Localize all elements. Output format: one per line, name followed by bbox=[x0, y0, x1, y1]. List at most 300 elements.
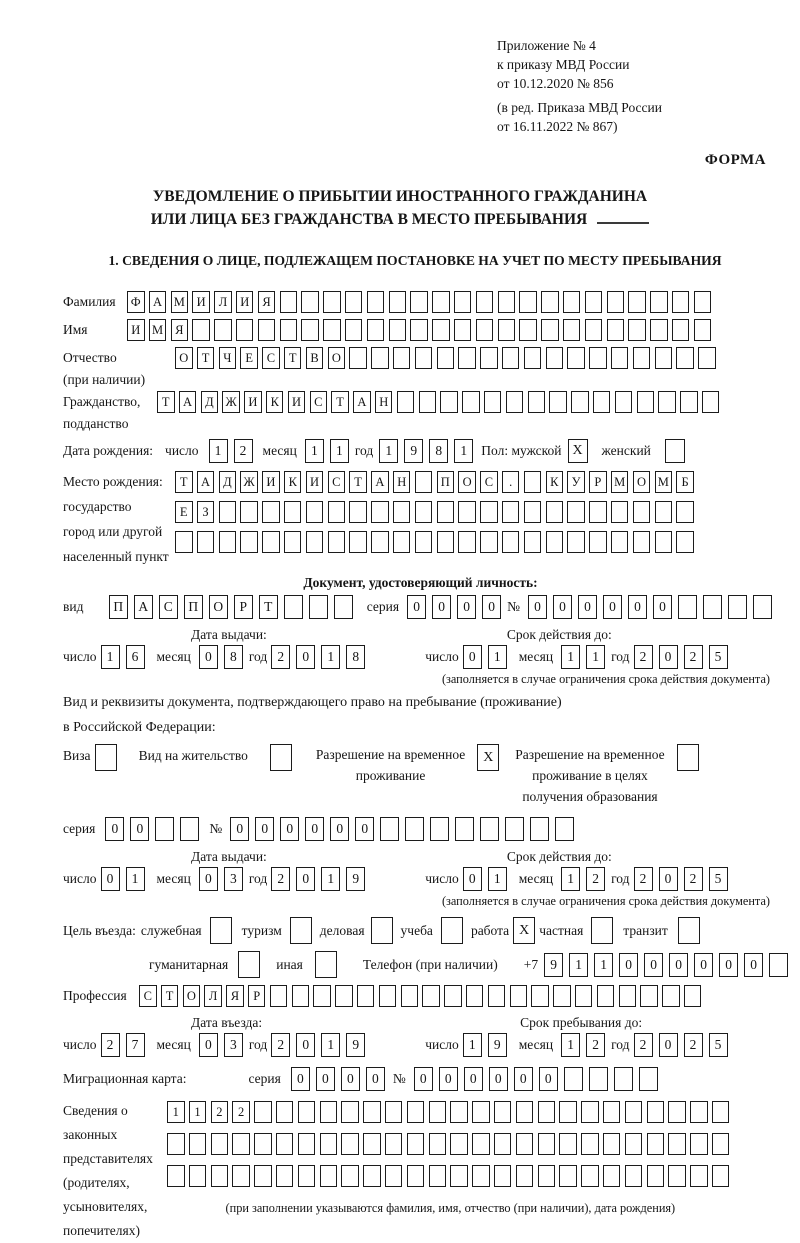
char-cell: К bbox=[546, 471, 564, 493]
page bbox=[0, 36, 800, 1243]
char-cell bbox=[476, 291, 494, 313]
citizenship-row bbox=[63, 391, 778, 435]
char-cell bbox=[232, 1133, 250, 1155]
char-cell bbox=[458, 531, 476, 553]
char-cell bbox=[385, 1101, 403, 1123]
residence-doc-intro-2: в Российской Федерации: bbox=[63, 720, 216, 735]
doc-series-cells bbox=[407, 595, 507, 619]
purpose-official-label: служебная bbox=[140, 922, 202, 938]
surname-cells bbox=[127, 291, 716, 313]
char-cell bbox=[462, 391, 480, 413]
char-cell bbox=[581, 1101, 599, 1123]
char-cell: И bbox=[288, 391, 306, 413]
char-cell: 1 bbox=[379, 439, 398, 463]
char-cell bbox=[444, 985, 462, 1007]
representatives-row2 bbox=[167, 1133, 734, 1155]
char-cell: А bbox=[371, 471, 389, 493]
char-cell bbox=[516, 1165, 534, 1187]
char-cell bbox=[422, 985, 440, 1007]
char-cell bbox=[553, 985, 571, 1007]
char-cell: Е bbox=[240, 347, 258, 369]
residence-permit-checkbox bbox=[270, 744, 292, 771]
char-cell bbox=[240, 531, 258, 553]
char-cell: У bbox=[567, 471, 585, 493]
char-cell: 0 bbox=[296, 645, 315, 669]
doc-number-cells bbox=[528, 595, 778, 619]
char-cell: 2 bbox=[684, 867, 703, 891]
legal-line: к приказу МВД России bbox=[497, 57, 630, 72]
char-cell bbox=[258, 319, 276, 341]
purpose-humanitarian-label: гуманитарная bbox=[149, 956, 229, 972]
char-cell bbox=[546, 531, 564, 553]
char-cell: 1 bbox=[209, 439, 228, 463]
char-cell bbox=[429, 1133, 447, 1155]
char-cell bbox=[597, 985, 615, 1007]
char-cell: 0 bbox=[439, 1067, 458, 1091]
phone-label: Телефон (при наличии) bbox=[362, 956, 498, 972]
char-cell bbox=[538, 1165, 556, 1187]
year-label: год bbox=[611, 871, 630, 886]
birth-day-cells bbox=[209, 439, 259, 463]
char-cell: 0 bbox=[644, 953, 663, 977]
char-cell bbox=[611, 501, 629, 523]
char-cell bbox=[306, 531, 324, 553]
char-cell bbox=[603, 1101, 621, 1123]
form-label: ФОРМА bbox=[704, 152, 766, 168]
char-cell: 2 bbox=[586, 1033, 605, 1057]
char-cell bbox=[655, 347, 673, 369]
char-cell: 2 bbox=[684, 645, 703, 669]
char-cell: 3 bbox=[224, 1033, 243, 1057]
char-cell bbox=[524, 347, 542, 369]
char-cell: Р bbox=[248, 985, 266, 1007]
day-label: число bbox=[63, 1037, 97, 1052]
char-cell bbox=[415, 531, 433, 553]
char-cell bbox=[484, 391, 502, 413]
purpose-business-label: деловая bbox=[319, 922, 365, 938]
temp-residence-edu-checkbox bbox=[677, 744, 699, 771]
year-label: год bbox=[248, 1037, 268, 1052]
char-cell: 2 bbox=[271, 1033, 290, 1057]
char-cell bbox=[555, 817, 574, 841]
char-cell: 0 bbox=[463, 645, 482, 669]
char-cell: 8 bbox=[429, 439, 448, 463]
name-row bbox=[63, 319, 778, 341]
gender-female-label: женский bbox=[601, 443, 651, 458]
char-cell bbox=[672, 291, 690, 313]
char-cell bbox=[476, 319, 494, 341]
char-cell bbox=[480, 347, 498, 369]
residence-valid-day-cells bbox=[463, 867, 513, 891]
char-cell: 0 bbox=[296, 867, 315, 891]
char-cell: С bbox=[480, 471, 498, 493]
representatives-row3 bbox=[167, 1165, 734, 1187]
year-label: год bbox=[248, 649, 268, 664]
char-cell bbox=[284, 501, 302, 523]
char-cell bbox=[367, 291, 385, 313]
char-cell bbox=[480, 817, 499, 841]
identity-doc-kind-row bbox=[63, 595, 778, 619]
year-label: год bbox=[611, 649, 630, 664]
char-cell bbox=[647, 1133, 665, 1155]
representatives-cells-column bbox=[167, 1099, 734, 1216]
profession-cells bbox=[139, 985, 706, 1007]
char-cell bbox=[633, 347, 651, 369]
char-cell: И bbox=[192, 291, 210, 313]
char-cell bbox=[363, 1133, 381, 1155]
char-cell bbox=[611, 347, 629, 369]
char-cell: С bbox=[139, 985, 157, 1007]
char-cell bbox=[236, 319, 254, 341]
surname-row bbox=[63, 291, 778, 313]
section1-heading: 1. СВЕДЕНИЯ О ЛИЦЕ, ПОДЛЕЖАЩЕМ ПОСТАНОВКЕ НА УЧЕТ ПО МЕСТУ ПРЕБЫВАНИЯ bbox=[108, 253, 722, 268]
char-cell: 6 bbox=[126, 645, 145, 669]
char-cell bbox=[698, 347, 716, 369]
identity-doc-date-headers bbox=[63, 627, 778, 643]
char-cell bbox=[363, 1101, 381, 1123]
char-cell bbox=[371, 347, 389, 369]
char-cell: 1 bbox=[189, 1101, 207, 1123]
char-cell: 0 bbox=[659, 867, 678, 891]
doc-kind-cells bbox=[109, 595, 359, 619]
day-label: число bbox=[63, 649, 97, 664]
char-cell: И bbox=[306, 471, 324, 493]
char-cell: 9 bbox=[544, 953, 563, 977]
char-cell bbox=[167, 1133, 185, 1155]
purpose-phone-row bbox=[63, 951, 778, 978]
char-cell: 0 bbox=[659, 1033, 678, 1057]
entry-date-headers bbox=[63, 1015, 778, 1031]
gender-male-checkbox: X bbox=[568, 439, 588, 463]
char-cell bbox=[466, 985, 484, 1007]
char-cell: . bbox=[502, 471, 520, 493]
char-cell: М bbox=[655, 471, 673, 493]
char-cell: 1 bbox=[167, 1101, 185, 1123]
char-cell: 0 bbox=[528, 595, 547, 619]
char-cell bbox=[524, 531, 542, 553]
char-cell bbox=[458, 347, 476, 369]
char-cell bbox=[690, 1101, 708, 1123]
issue-year-cells bbox=[271, 645, 371, 669]
char-cell bbox=[405, 817, 424, 841]
char-cell bbox=[678, 595, 697, 619]
char-cell bbox=[334, 595, 353, 619]
char-cell bbox=[393, 501, 411, 523]
char-cell: О bbox=[458, 471, 476, 493]
char-cell: 8 bbox=[224, 645, 243, 669]
char-cell: 2 bbox=[271, 867, 290, 891]
char-cell bbox=[769, 953, 788, 977]
month-label: месяц bbox=[156, 871, 191, 886]
valid-until-header: Срок действия до: bbox=[506, 627, 612, 642]
char-cell: 2 bbox=[101, 1033, 120, 1057]
char-cell bbox=[506, 391, 524, 413]
residence-permit-label: Вид на жительство bbox=[138, 748, 248, 763]
validity-note: (заполняется в случае ограничения срока действия документа) bbox=[441, 894, 770, 908]
char-cell bbox=[498, 319, 516, 341]
char-cell: А bbox=[353, 391, 371, 413]
char-cell: 5 bbox=[709, 1033, 728, 1057]
document-title bbox=[0, 185, 800, 231]
char-cell bbox=[668, 1165, 686, 1187]
month-label: месяц bbox=[156, 1037, 191, 1052]
char-cell: 1 bbox=[321, 1033, 340, 1057]
char-cell: Т bbox=[284, 347, 302, 369]
char-cell bbox=[702, 391, 720, 413]
char-cell bbox=[429, 1101, 447, 1123]
char-cell bbox=[393, 347, 411, 369]
char-cell: 0 bbox=[719, 953, 738, 977]
birth-place-block bbox=[63, 469, 778, 569]
char-cell: Т bbox=[175, 471, 193, 493]
char-cell bbox=[214, 319, 232, 341]
char-cell bbox=[458, 501, 476, 523]
char-cell bbox=[615, 391, 633, 413]
citizenship-cells bbox=[157, 391, 724, 413]
char-cell bbox=[502, 347, 520, 369]
visit-purpose-row bbox=[63, 917, 778, 944]
char-cell bbox=[633, 531, 651, 553]
char-cell bbox=[694, 319, 712, 341]
char-cell bbox=[298, 1101, 316, 1123]
char-cell: 0 bbox=[744, 953, 763, 977]
char-cell bbox=[516, 1133, 534, 1155]
issue-date-header: Дата выдачи: bbox=[191, 627, 267, 642]
char-cell bbox=[505, 817, 524, 841]
char-cell bbox=[662, 985, 680, 1007]
char-cell bbox=[494, 1165, 512, 1187]
char-cell: 0 bbox=[514, 1067, 533, 1091]
char-cell: Т bbox=[259, 595, 278, 619]
char-cell bbox=[694, 291, 712, 313]
char-cell bbox=[712, 1101, 730, 1123]
representatives-footnote: (при заполнении указываются фамилия, имя, отчество (при наличии), дата рождения) bbox=[225, 1201, 676, 1215]
char-cell: 2 bbox=[634, 645, 653, 669]
char-cell: 0 bbox=[199, 867, 218, 891]
stay-month-cells bbox=[561, 1033, 611, 1057]
patronymic-row bbox=[63, 347, 778, 391]
char-cell bbox=[363, 1165, 381, 1187]
year-label: год bbox=[611, 1037, 630, 1052]
char-cell bbox=[211, 1133, 229, 1155]
purpose-work-label: работа bbox=[470, 922, 510, 938]
visa-checkbox bbox=[95, 744, 117, 771]
char-cell bbox=[672, 319, 690, 341]
char-cell: М bbox=[171, 291, 189, 313]
char-cell bbox=[480, 531, 498, 553]
char-cell bbox=[280, 319, 298, 341]
char-cell bbox=[415, 501, 433, 523]
residence-issue-day-cells bbox=[101, 867, 151, 891]
char-cell bbox=[585, 319, 603, 341]
char-cell: П bbox=[184, 595, 203, 619]
char-cell bbox=[240, 501, 258, 523]
char-cell bbox=[349, 501, 367, 523]
valid-month-cells bbox=[561, 645, 611, 669]
char-cell bbox=[301, 291, 319, 313]
valid-until-header: Срок действия до: bbox=[506, 849, 612, 864]
char-cell bbox=[284, 531, 302, 553]
char-cell: 2 bbox=[634, 1033, 653, 1057]
char-cell bbox=[603, 1133, 621, 1155]
char-cell bbox=[650, 291, 668, 313]
stay-until-header: Срок пребывания до: bbox=[520, 1015, 643, 1030]
profession-label: Профессия bbox=[63, 988, 127, 1003]
char-cell: 9 bbox=[404, 439, 423, 463]
char-cell bbox=[633, 501, 651, 523]
migration-card-label: Миграционная карта: bbox=[63, 1071, 187, 1086]
char-cell bbox=[328, 501, 346, 523]
birth-place-row2 bbox=[175, 501, 698, 523]
char-cell: М bbox=[611, 471, 629, 493]
char-cell bbox=[393, 531, 411, 553]
char-cell bbox=[589, 347, 607, 369]
char-cell: 1 bbox=[488, 867, 507, 891]
char-cell: 1 bbox=[488, 645, 507, 669]
char-cell bbox=[371, 501, 389, 523]
purpose-humanitarian-checkbox bbox=[238, 951, 260, 978]
char-cell: 0 bbox=[659, 645, 678, 669]
char-cell bbox=[455, 817, 474, 841]
residence-issue-year-cells bbox=[271, 867, 371, 891]
char-cell: 0 bbox=[414, 1067, 433, 1091]
char-cell bbox=[211, 1165, 229, 1187]
issue-month-cells bbox=[199, 645, 249, 669]
char-cell bbox=[538, 1101, 556, 1123]
char-cell bbox=[541, 291, 559, 313]
char-cell bbox=[531, 985, 549, 1007]
char-cell bbox=[341, 1165, 359, 1187]
series-label: серия bbox=[63, 821, 96, 836]
char-cell: О bbox=[209, 595, 228, 619]
char-cell bbox=[379, 985, 397, 1007]
char-cell: 2 bbox=[634, 867, 653, 891]
purpose-tourism-checkbox bbox=[290, 917, 312, 944]
char-cell bbox=[502, 531, 520, 553]
char-cell: Т bbox=[349, 471, 367, 493]
char-cell bbox=[647, 1101, 665, 1123]
char-cell: О bbox=[633, 471, 651, 493]
char-cell bbox=[494, 1133, 512, 1155]
entry-day-cells bbox=[101, 1033, 151, 1057]
char-cell bbox=[567, 531, 585, 553]
char-cell bbox=[284, 595, 303, 619]
char-cell: Я bbox=[258, 291, 276, 313]
patronymic-label: Отчество (при наличии) bbox=[63, 350, 146, 387]
char-cell bbox=[559, 1101, 577, 1123]
purpose-study-checkbox bbox=[441, 917, 463, 944]
char-cell: 9 bbox=[488, 1033, 507, 1057]
legal-line: от 16.11.2022 № 867) bbox=[497, 119, 618, 134]
char-cell: 1 bbox=[321, 645, 340, 669]
char-cell: Т bbox=[161, 985, 179, 1007]
char-cell bbox=[189, 1133, 207, 1155]
char-cell bbox=[524, 501, 542, 523]
char-cell bbox=[371, 531, 389, 553]
char-cell: И bbox=[236, 291, 254, 313]
char-cell bbox=[430, 817, 449, 841]
char-cell bbox=[502, 501, 520, 523]
char-cell: Ж bbox=[222, 391, 240, 413]
char-cell: 2 bbox=[211, 1101, 229, 1123]
residence-valid-month-cells bbox=[561, 867, 611, 891]
year-label: год bbox=[248, 871, 268, 886]
char-cell: А bbox=[149, 291, 167, 313]
char-cell: 8 bbox=[346, 645, 365, 669]
char-cell: 1 bbox=[561, 1033, 580, 1057]
char-cell: 5 bbox=[709, 645, 728, 669]
char-cell bbox=[367, 319, 385, 341]
char-cell: 0 bbox=[482, 595, 501, 619]
char-cell bbox=[232, 1165, 250, 1187]
char-cell: С bbox=[159, 595, 178, 619]
char-cell bbox=[585, 291, 603, 313]
residence-valid-year-cells bbox=[634, 867, 734, 891]
char-cell: 7 bbox=[126, 1033, 145, 1057]
char-cell bbox=[625, 1101, 643, 1123]
char-cell bbox=[628, 319, 646, 341]
char-cell bbox=[454, 319, 472, 341]
char-cell: 1 bbox=[330, 439, 349, 463]
legal-line: Приложение № 4 bbox=[497, 38, 596, 53]
char-cell bbox=[563, 291, 581, 313]
char-cell: 0 bbox=[603, 595, 622, 619]
char-cell bbox=[276, 1101, 294, 1123]
char-cell: М bbox=[149, 319, 167, 341]
char-cell bbox=[628, 291, 646, 313]
char-cell bbox=[323, 319, 341, 341]
char-cell: 0 bbox=[539, 1067, 558, 1091]
char-cell bbox=[676, 501, 694, 523]
birth-place-row3 bbox=[175, 531, 698, 553]
birth-place-row1 bbox=[175, 471, 698, 493]
series-label: серия bbox=[366, 599, 400, 614]
char-cell: К bbox=[284, 471, 302, 493]
char-cell bbox=[603, 1165, 621, 1187]
char-cell: 0 bbox=[669, 953, 688, 977]
char-cell bbox=[676, 531, 694, 553]
char-cell bbox=[407, 1101, 425, 1123]
char-cell: 1 bbox=[586, 645, 605, 669]
char-cell bbox=[607, 319, 625, 341]
temp-residence-checkbox: X bbox=[477, 744, 499, 771]
char-cell bbox=[567, 347, 585, 369]
month-label: месяц bbox=[518, 1037, 554, 1052]
purpose-official-checkbox bbox=[210, 917, 232, 944]
char-cell: 0 bbox=[105, 817, 124, 841]
day-label: число bbox=[425, 1037, 459, 1052]
char-cell bbox=[655, 531, 673, 553]
char-cell bbox=[167, 1165, 185, 1187]
char-cell bbox=[753, 595, 772, 619]
char-cell: 0 bbox=[619, 953, 638, 977]
char-cell bbox=[684, 985, 702, 1007]
purpose-transit-checkbox bbox=[678, 917, 700, 944]
char-cell: 0 bbox=[407, 595, 426, 619]
issue-date-header: Дата выдачи: bbox=[191, 849, 267, 864]
char-cell bbox=[432, 291, 450, 313]
char-cell bbox=[262, 501, 280, 523]
char-cell: Т bbox=[331, 391, 349, 413]
char-cell bbox=[254, 1165, 272, 1187]
char-cell bbox=[254, 1133, 272, 1155]
char-cell bbox=[189, 1165, 207, 1187]
number-label: № bbox=[507, 599, 520, 614]
char-cell bbox=[498, 291, 516, 313]
char-cell bbox=[180, 817, 199, 841]
patronymic-cells bbox=[175, 347, 720, 369]
char-cell bbox=[703, 595, 722, 619]
